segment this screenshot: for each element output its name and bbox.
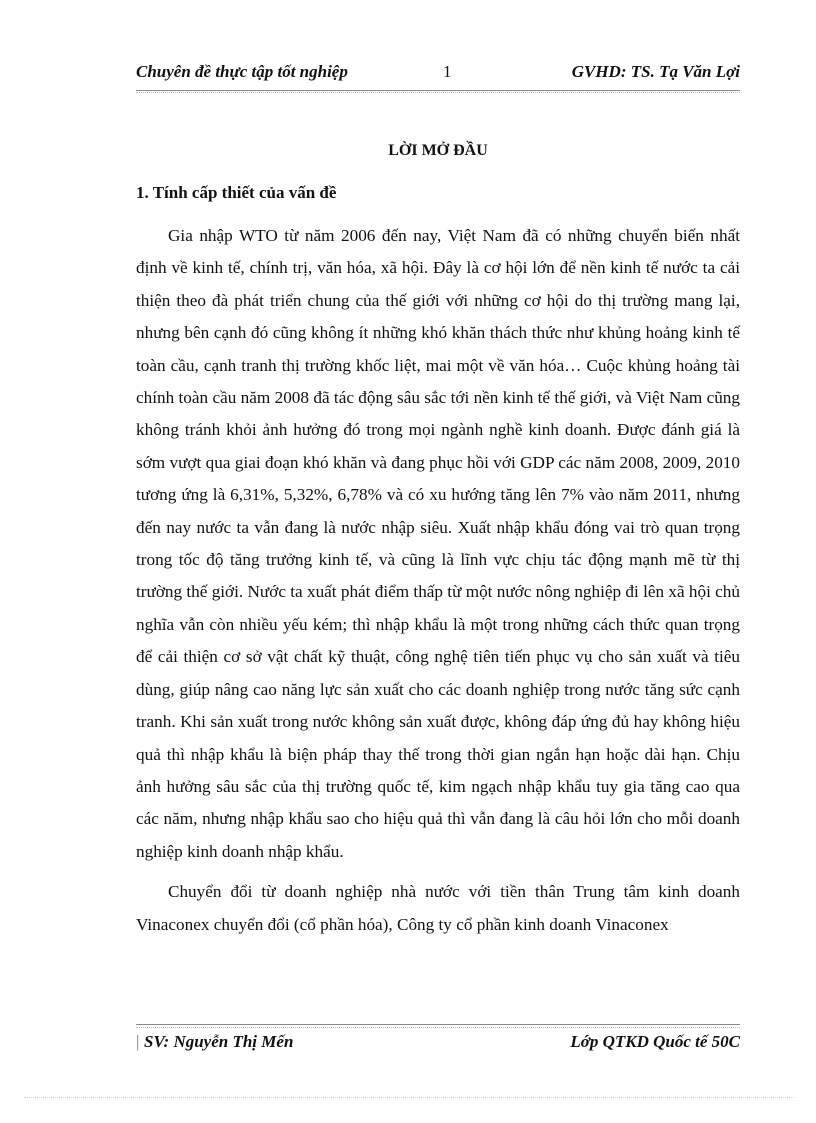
- header-supervisor: GVHD: TS. Tạ Văn Lợi: [571, 62, 740, 81]
- footer-student: SV: Nguyễn Thị Mến: [144, 1032, 294, 1051]
- page-edge-line: [24, 1097, 794, 1098]
- footer-divider: [136, 1024, 740, 1025]
- paragraph-1: Gia nhập WTO từ năm 2006 đến nay, Việt Nam đã có những chuyển biến nhất định về kinh tế, chính trị, văn hóa, xã hội. Đây là cơ hội lớn để nền kinh tế nước ta cải thiện theo đà phát triển chung của thế giới với những cơ hội do thị trường mang lại, nhưng bên cạnh đó cũng không ít những khó khăn thách thức như khủng hoảng kinh tế toàn cầu, cạnh tranh thị trường khốc liệt, mai một về văn hóa… Cuộc khủng hoảng tài chính toàn cầu năm 2008 đã tác động sâu sắc tới nền kinh tế thế giới, và Việt Nam cũng không tránh khỏi ảnh hưởng đó trong mọi ngành nghề kinh doanh. Được đánh giá là sớm vượt qua giai đoạn khó khăn và đang phục hồi với GDP các năm 2008, 2009, 2010 tương ứng là 6,31%, 5,32%, 6,78% và có xu hướng tăng lên 7% vào năm 2011, nhưng đến nay nước ta vẫn đang là nước nhập siêu. Xuất nhập khẩu đóng vai trò quan trọng trong tốc độ tăng trưởng kinh tế, và cũng là lĩnh vực chịu tác động mạnh mẽ từ thị trường thế giới. Nước ta xuất phát điểm thấp từ một nước nông nghiệp đi lên xã hội chủ nghĩa vẫn còn nhiều yếu kém; thì nhập khẩu là một trong những cách thức quan trọng để cải thiện cơ sở vật chất kỹ thuật, công nghệ tiên tiến phục vụ cho sản xuất và tiêu dùng, giúp nâng cao năng lực sản xuất cho các doanh nghiệp trong nước tăng sức cạnh tranh. Khi sản xuất trong nước không sản xuất được, không đáp ứng đủ hay không hiệu quả thì nhập khẩu là biện pháp thay thế trong thời gian ngắn hạn hoặc dài hạn. Chịu ảnh hưởng sâu sắc của thị trường quốc tế, kim ngạch nhập khẩu tuy gia tăng cao qua các năm, nhưng nhập khẩu sao cho hiệu quả thì vẫn đang là câu hỏi lớn cho mỗi doanh nghiệp kinh doanh nhập khẩu.: [136, 226, 740, 861]
- paragraph-2: Chuyển đổi từ doanh nghiệp nhà nước với tiền thân Trung tâm kinh doanh Vinaconex chuyển đổi (cổ phần hóa), Công ty cổ phần kinh doanh Vinaconex: [136, 882, 740, 934]
- header-divider: [136, 92, 740, 93]
- page-header: [136, 58, 740, 91]
- footer-bar-mark: |: [136, 1032, 140, 1051]
- header-document-title: Chuyên đề thực tập tốt nghiệp: [136, 62, 348, 81]
- header-page-number: 1: [443, 62, 452, 81]
- page-title: LỜI MỞ ĐẦU: [388, 142, 488, 159]
- footer-divider-dotted: [136, 1027, 740, 1028]
- body-text: [136, 220, 740, 949]
- footer-class: Lớp QTKD Quốc tế 50C: [570, 1032, 740, 1051]
- page-footer: [136, 1032, 740, 1058]
- section-heading: 1. Tính cấp thiết của vấn đề: [136, 183, 337, 202]
